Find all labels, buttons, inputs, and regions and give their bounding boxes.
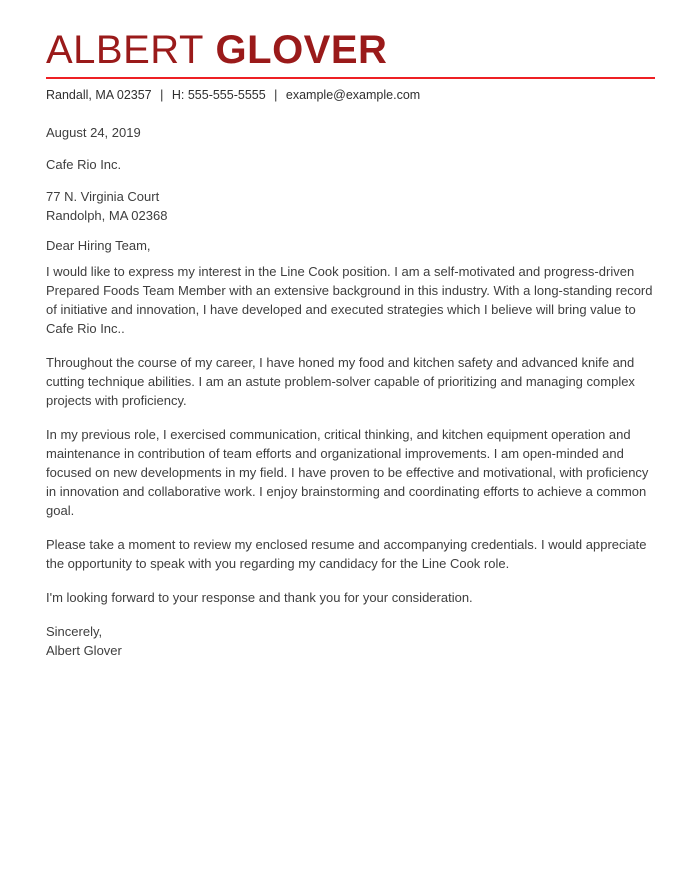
body-paragraph-3: In my previous role, I exercised communication, critical thinking, and kitchen equipment operation and maintenance in contribution of team efforts and organizational improvements. I am open-minded and focused on new developments in my field. I have proven to be effective and motivational, with proficiency in innovation and collaborative work. I enjoy brainstorming and coordinating efforts to achieve a common goal. (46, 427, 649, 518)
body-paragraph-5: I'm looking forward to your response and thank you for your consideration. (46, 590, 473, 605)
contact-separator: | (160, 88, 164, 102)
letter-body (46, 123, 655, 660)
salutation: Dear Hiring Team, (46, 238, 151, 253)
closing-word: Sincerely, (46, 624, 103, 639)
contact-separator: | (274, 88, 278, 102)
recipient-company: Cafe Rio Inc. (46, 157, 122, 172)
body-paragraph-1: I would like to express my interest in the Line Cook position. I am a self-motivated and progress-driven Prepared Foods Team Member with an extensive background in this industry. With a long-standing record of initiative and innovation, I have developed and executed strategies which I believe will bring value to Cafe Rio Inc.. (46, 264, 653, 336)
closing-block (46, 622, 655, 660)
contact-line (46, 88, 655, 103)
candidate-first-name: ALBERT (46, 28, 204, 72)
recipient-address (46, 187, 655, 225)
candidate-last-name: GLOVER (215, 28, 388, 72)
header-divider (46, 77, 655, 79)
letter-header (46, 30, 655, 103)
candidate-name (46, 30, 655, 70)
contact-location: Randall, MA 02357 (46, 88, 152, 102)
letter-date: August 24, 2019 (46, 125, 141, 140)
recipient-address-line2: Randolph, MA 02368 (46, 208, 168, 223)
body-paragraph-4: Please take a moment to review my enclosed resume and accompanying credentials. I would appreciate the opportunity to speak with you regarding my candidacy for the Line Cook role. (46, 537, 647, 571)
contact-phone: H: 555-555-5555 (171, 88, 266, 102)
body-paragraph-2: Throughout the course of my career, I have honed my food and kitchen safety and advanced knife and cutting technique abilities. I am an astute problem-solver capable of prioritizing and managing complex projects with proficiency. (46, 355, 635, 408)
contact-email: example@example.com (285, 88, 421, 102)
recipient-address-line1: 77 N. Virginia Court (46, 189, 160, 204)
signature-name: Albert Glover (46, 643, 122, 658)
